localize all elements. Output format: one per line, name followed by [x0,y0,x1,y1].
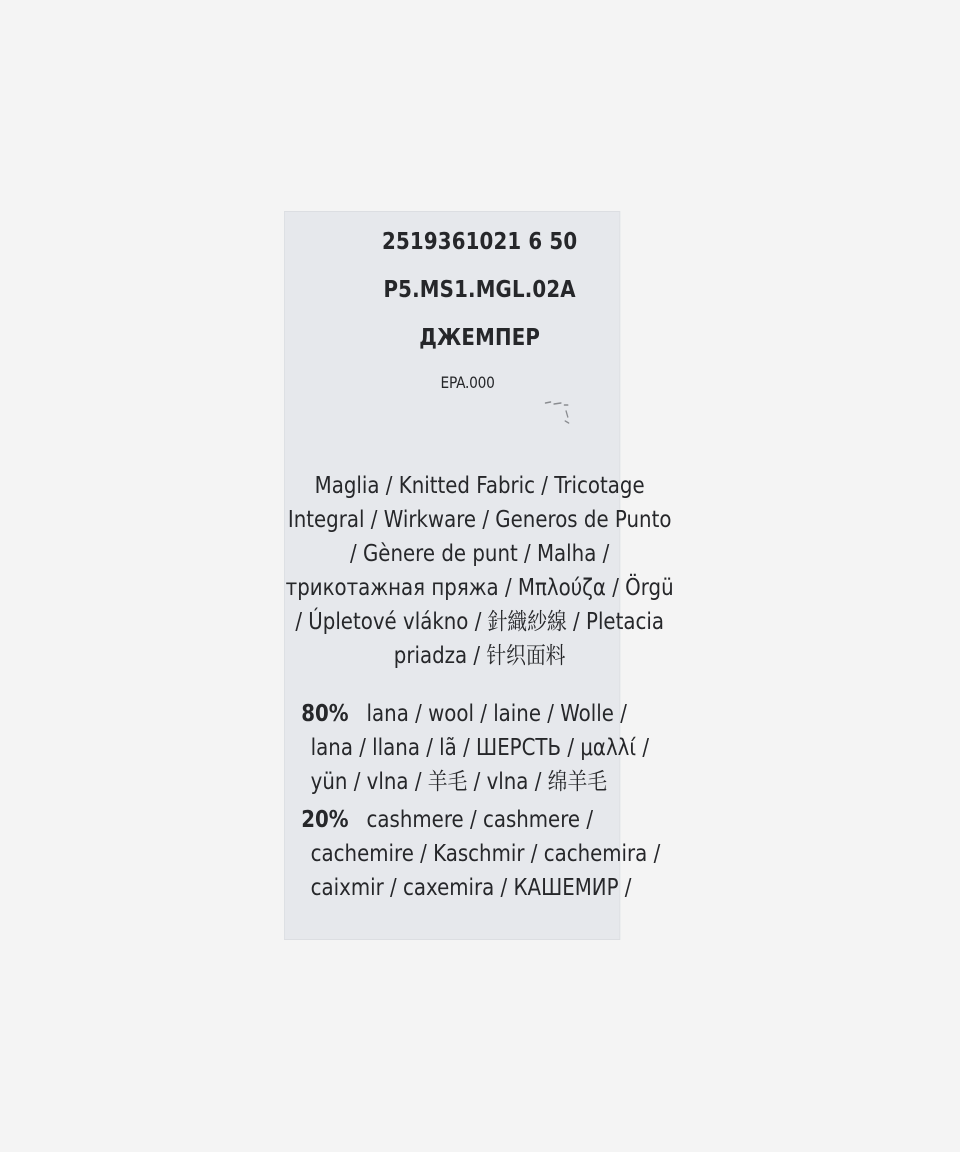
care-label [284,211,674,940]
epa-code: EPA.000 [440,373,495,392]
composition-row [301,803,593,837]
product-name: ДЖЕМПЕР [419,325,541,351]
composition-line: caixmir / caxemira / КАШЕМИР / [310,875,632,901]
fabric-type-line-4: трикотажная пряжа / Μπλούζα / Örgü [285,575,674,601]
epa-scratch-mark [542,397,576,437]
fabric-type-line-6: priadza / 针织面料 [393,643,566,669]
fabric-type-line-3: / Gènere de punt / Malha / [350,541,610,567]
composition-line: cashmere / cashmere / [366,807,594,833]
fabric-type-line-1: Maglia / Knitted Fabric / Tricotage [314,473,645,499]
article-number: 2519361021 6 50 [382,229,578,255]
fabric-type-line-5: / Úpletové vlákno / 針織紗線 / Pletacia [295,609,664,635]
composition-percent: 80% [301,701,349,727]
composition-line: lana / wool / laine / Wolle / [366,701,627,727]
composition-row [301,697,627,731]
composition-percent: 20% [301,807,349,833]
model-code: P5.MS1.MGL.02A [383,277,576,303]
composition-line: lana / llana / lã / ШЕРСТЬ / μαλλί / [310,735,650,761]
composition-line: yün / vlna / 羊毛 / vlna / 绵羊毛 [310,769,608,795]
fabric-type-line-2: Integral / Wirkware / Generos de Punto [287,507,672,533]
composition-line: cachemire / Kaschmir / cachemira / [310,841,661,867]
